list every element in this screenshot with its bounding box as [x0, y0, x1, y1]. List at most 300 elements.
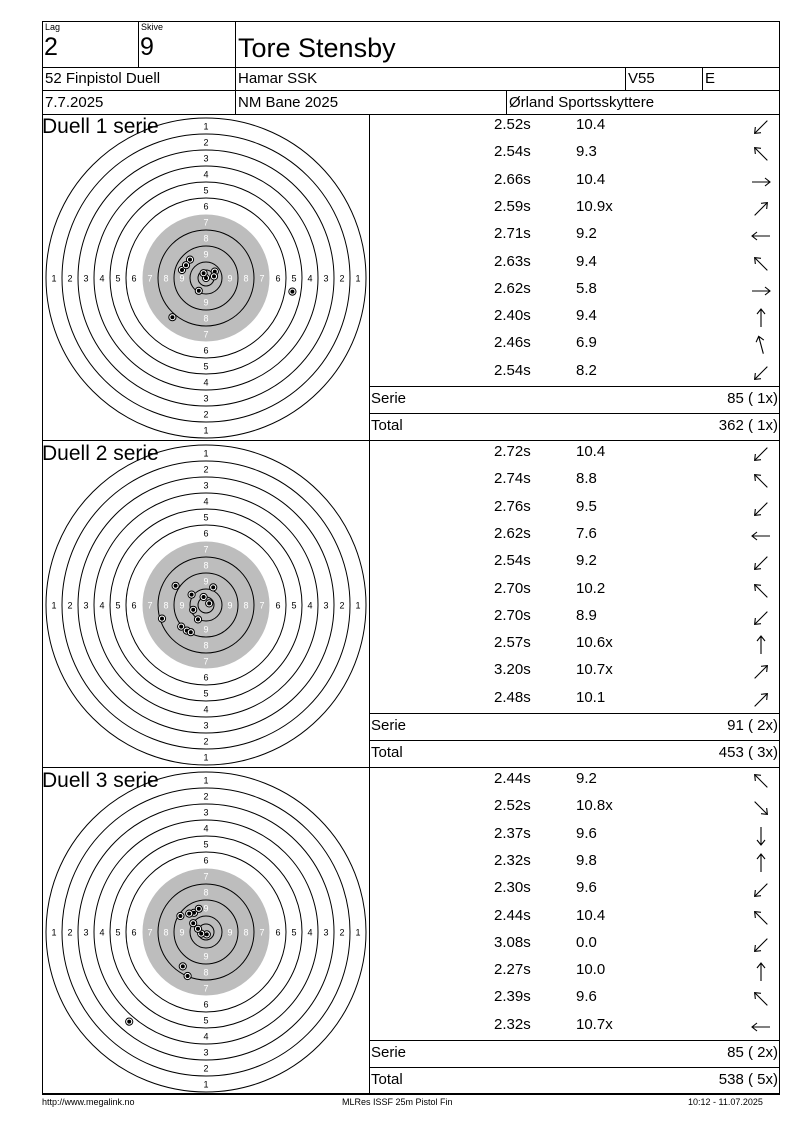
- shot-score: 9.6: [576, 824, 597, 842]
- ring-number-label: 9: [203, 951, 209, 962]
- footer-url[interactable]: http://www.megalink.no: [42, 1097, 135, 1107]
- club-name: Hamar SSK: [238, 70, 318, 87]
- ring-number-label: 4: [99, 273, 105, 284]
- ring-number-label: 9: [227, 927, 233, 938]
- ring-number-label: 7: [259, 273, 265, 284]
- shot-impact: [194, 616, 201, 623]
- shot-time: 2.44s: [494, 906, 531, 924]
- shot-impact: [190, 920, 197, 927]
- shot-row: [370, 280, 778, 302]
- shot-row: [370, 225, 778, 247]
- direction-arrow-icon: [750, 580, 772, 602]
- series-separator: [42, 767, 780, 768]
- frame-left: [42, 21, 43, 1094]
- series-title: Duell 3 serie: [42, 769, 159, 792]
- shot-time: 2.70s: [494, 606, 531, 624]
- ring-number-label: 6: [203, 201, 209, 212]
- direction-arrow-icon: [750, 879, 772, 901]
- ring-number-label: 7: [203, 329, 209, 340]
- shot-row: [370, 661, 778, 683]
- shot-impact: [195, 287, 202, 294]
- ring-number-label: 6: [203, 345, 209, 356]
- shot-row: [370, 143, 778, 165]
- ring-number-label: 4: [203, 377, 209, 388]
- direction-arrow-icon: [750, 934, 772, 956]
- shot-score: 9.4: [576, 307, 597, 325]
- ring-number-label: 3: [323, 273, 329, 284]
- ring-number-label: 1: [355, 927, 361, 938]
- header-vdiv-2: [235, 21, 236, 114]
- shot-impact: [179, 963, 186, 970]
- frame-right: [779, 21, 780, 1094]
- shot-score: 10.7x: [576, 661, 613, 679]
- ring-number-label: 2: [203, 736, 209, 747]
- ring-number-label: 9: [227, 600, 233, 611]
- ring-number-label: 3: [203, 480, 209, 491]
- ring-number-label: 8: [203, 313, 209, 324]
- ring-number-label: 4: [203, 169, 209, 180]
- ring-number-label: 9: [179, 273, 185, 284]
- venue-name: NM Bane 2025: [238, 94, 339, 111]
- shot-row: [370, 334, 778, 356]
- ring-number-label: 7: [147, 600, 153, 611]
- shot-row: [370, 498, 778, 520]
- direction-arrow-icon: [750, 307, 772, 329]
- shot-time: 2.72s: [494, 443, 531, 460]
- direction-arrow-icon: [750, 988, 772, 1010]
- ring-number-label: 6: [131, 600, 137, 611]
- ring-number-label: 4: [203, 823, 209, 834]
- total-value: 538 ( 5x): [718, 1071, 778, 1088]
- shot-time: 2.76s: [494, 497, 531, 515]
- shot-impact: [186, 910, 193, 917]
- organizer-name: Ørland Sportsskyttere: [509, 94, 655, 111]
- header-vdiv-4: [702, 67, 703, 90]
- summary-divider: [369, 740, 780, 741]
- ring-number-label: 4: [307, 927, 313, 938]
- shot-time: 2.32s: [494, 851, 531, 869]
- shot-row: [370, 580, 778, 602]
- ring-number-label: 5: [291, 600, 297, 611]
- serie-label: Serie: [371, 390, 407, 407]
- ring-number-label: 2: [203, 1063, 209, 1074]
- direction-arrow-icon: [750, 470, 772, 492]
- ring-number-label: 1: [355, 600, 361, 611]
- direction-arrow-icon: [750, 961, 772, 983]
- class-name: V55: [628, 70, 655, 87]
- header-vdiv-5: [506, 90, 507, 114]
- ring-number-label: 5: [291, 273, 297, 284]
- shot-time: 2.39s: [494, 988, 531, 1006]
- ring-number-label: 7: [203, 656, 209, 667]
- ring-number-label: 8: [203, 233, 209, 244]
- shot-time: 2.70s: [494, 579, 531, 597]
- direction-arrow-icon: [750, 116, 772, 138]
- lag-value: 2: [44, 33, 58, 61]
- ring-number-label: 1: [51, 927, 57, 938]
- shot-time: 2.62s: [494, 524, 531, 542]
- summary-divider: [369, 1067, 780, 1068]
- shot-score: 8.8: [576, 470, 597, 488]
- event-name: 52 Finpistol Duell: [45, 70, 161, 87]
- shot-impact: [126, 1018, 133, 1025]
- shot-impact: [289, 288, 296, 295]
- direction-arrow-icon: [750, 770, 772, 792]
- shot-score: 9.2: [576, 225, 597, 243]
- shot-score: 8.9: [576, 606, 597, 624]
- total-value: 362 ( 1x): [718, 417, 778, 434]
- ring-number-label: 6: [203, 999, 209, 1010]
- ring-number-label: 8: [163, 600, 169, 611]
- ring-number-label: 8: [163, 927, 169, 938]
- skive-label: Skive: [141, 22, 164, 32]
- ring-number-label: 7: [147, 927, 153, 938]
- ring-number-label: 7: [203, 217, 209, 228]
- shot-impact: [187, 629, 194, 636]
- shot-score: 9.6: [576, 879, 597, 897]
- target-face: [44, 443, 368, 767]
- shot-impact: [200, 593, 207, 600]
- target-face: [44, 116, 368, 440]
- shot-time: 2.46s: [494, 334, 531, 352]
- direction-arrow-icon: [750, 362, 772, 384]
- shot-row: [370, 988, 778, 1010]
- header-vdiv-3: [625, 67, 626, 90]
- shot-row: [370, 552, 778, 574]
- shot-row: [370, 852, 778, 874]
- shot-impact: [210, 584, 217, 591]
- shot-score: 8.2: [576, 361, 597, 379]
- shot-impact: [190, 606, 197, 613]
- direction-arrow-icon: [750, 525, 772, 547]
- shot-time: 3.20s: [494, 661, 531, 679]
- ring-number-label: 3: [83, 927, 89, 938]
- ring-number-label: 9: [203, 903, 209, 914]
- ring-number-label: 4: [307, 600, 313, 611]
- ring-number-label: 1: [355, 273, 361, 284]
- direction-arrow-icon: [750, 198, 772, 220]
- shot-time: 2.44s: [494, 770, 531, 787]
- ring-number-label: 9: [203, 624, 209, 635]
- ring-number-label: 6: [203, 855, 209, 866]
- shot-time: 2.74s: [494, 470, 531, 488]
- shot-time: 2.71s: [494, 225, 531, 243]
- ring-number-label: 3: [203, 720, 209, 731]
- ring-number-label: 6: [131, 927, 137, 938]
- direction-arrow-icon: [750, 552, 772, 574]
- summary-divider: [369, 386, 780, 387]
- shot-score: 6.9: [576, 334, 597, 352]
- ring-number-label: 2: [203, 464, 209, 475]
- ring-number-label: 2: [67, 927, 73, 938]
- ring-number-label: 2: [339, 927, 345, 938]
- shooter-name: Tore Stensby: [238, 33, 396, 63]
- shot-time: 2.30s: [494, 879, 531, 897]
- shot-time: 2.54s: [494, 552, 531, 570]
- ring-number-label: 5: [203, 185, 209, 196]
- shot-row: [370, 198, 778, 220]
- shot-row: [370, 907, 778, 929]
- direction-arrow-icon: [750, 443, 772, 465]
- direction-arrow-icon: [750, 797, 772, 819]
- direction-arrow-icon: [750, 907, 772, 929]
- ring-number-label: 1: [203, 752, 209, 763]
- series-title: Duell 1 serie: [42, 115, 159, 138]
- ring-number-label: 7: [259, 927, 265, 938]
- ring-number-label: 6: [131, 273, 137, 284]
- shot-row: [370, 770, 778, 792]
- shot-time: 2.32s: [494, 1015, 531, 1033]
- total-label: Total: [371, 417, 403, 434]
- summary-divider: [369, 413, 780, 414]
- ring-number-label: 2: [203, 791, 209, 802]
- shot-time: 2.66s: [494, 170, 531, 188]
- ring-number-label: 3: [203, 393, 209, 404]
- direction-arrow-icon: [750, 253, 772, 275]
- direction-arrow-icon: [750, 498, 772, 520]
- shot-time: 2.62s: [494, 279, 531, 297]
- ring-number-label: 9: [203, 576, 209, 587]
- ring-number-label: 8: [203, 560, 209, 571]
- ring-number-label: 8: [163, 273, 169, 284]
- ring-number-label: 1: [203, 121, 209, 132]
- ring-number-label: 5: [291, 927, 297, 938]
- lag-label: Lag: [45, 22, 61, 32]
- ring-number-label: 1: [203, 448, 209, 459]
- ring-number-label: 6: [275, 600, 281, 611]
- shot-row: [370, 470, 778, 492]
- shot-row: [370, 525, 778, 547]
- ring-number-label: 4: [307, 273, 313, 284]
- direction-arrow-icon: [750, 225, 772, 247]
- event-date: 7.7.2025: [45, 94, 104, 111]
- shot-time: 2.63s: [494, 252, 531, 270]
- shot-score: 9.4: [576, 252, 597, 270]
- shot-score: 9.6: [576, 988, 597, 1006]
- shot-impact: [172, 582, 179, 589]
- ring-number-label: 3: [83, 273, 89, 284]
- ring-number-label: 5: [203, 688, 209, 699]
- ring-number-label: 4: [203, 1031, 209, 1042]
- shot-time: 2.27s: [494, 961, 531, 979]
- ring-number-label: 8: [203, 967, 209, 978]
- shot-row: [370, 116, 778, 138]
- shot-impact: [195, 905, 202, 912]
- direction-arrow-icon: [750, 689, 772, 711]
- shot-score: 9.8: [576, 851, 597, 869]
- direction-arrow-icon: [750, 607, 772, 629]
- header-vdiv-1: [138, 21, 139, 67]
- ring-number-label: 5: [115, 927, 121, 938]
- direction-arrow-icon: [750, 1016, 772, 1038]
- ring-number-label: 7: [203, 983, 209, 994]
- shot-time: 2.54s: [494, 143, 531, 161]
- shot-row: [370, 961, 778, 983]
- shot-time: 2.52s: [494, 116, 531, 133]
- shot-row: [370, 607, 778, 629]
- serie-label: Serie: [371, 717, 407, 734]
- shot-time: 2.48s: [494, 688, 531, 706]
- ring-number-label: 7: [203, 871, 209, 882]
- ring-number-label: 4: [99, 600, 105, 611]
- ring-number-label: 1: [203, 1079, 209, 1090]
- ring-number-label: 2: [67, 600, 73, 611]
- shot-score: 10.9x: [576, 197, 613, 215]
- shot-row: [370, 934, 778, 956]
- ring-number-label: 5: [203, 1015, 209, 1026]
- shot-time: 2.37s: [494, 824, 531, 842]
- header-divider-1: [42, 67, 780, 68]
- summary-divider: [369, 713, 780, 714]
- ring-number-label: 3: [203, 807, 209, 818]
- shot-time: 2.59s: [494, 197, 531, 215]
- direction-arrow-icon: [750, 661, 772, 683]
- shot-score: 10.7x: [576, 1015, 613, 1033]
- skive-value: 9: [140, 33, 154, 61]
- shot-score: 0.0: [576, 933, 597, 951]
- shot-row: [370, 253, 778, 275]
- ring-number-label: 6: [203, 528, 209, 539]
- shot-row: [370, 797, 778, 819]
- shot-row: [370, 171, 778, 193]
- shot-score: 9.2: [576, 552, 597, 570]
- serie-label: Serie: [371, 1044, 407, 1061]
- shot-score: 10.2: [576, 579, 606, 597]
- serie-value: 91 ( 2x): [727, 717, 778, 734]
- ring-number-label: 9: [203, 297, 209, 308]
- ring-number-label: 3: [83, 600, 89, 611]
- ring-number-label: 6: [275, 927, 281, 938]
- shot-score: 9.3: [576, 143, 597, 161]
- shot-score: 5.8: [576, 279, 597, 297]
- shot-score: 9.2: [576, 770, 597, 787]
- ring-number-label: 5: [115, 273, 121, 284]
- shot-score: 10.0: [576, 961, 606, 979]
- shot-score: 10.4: [576, 906, 606, 924]
- ring-number-label: 5: [203, 361, 209, 372]
- direction-arrow-icon: [750, 334, 772, 356]
- shot-impact: [206, 600, 213, 607]
- series-separator: [42, 440, 780, 441]
- ring-number-label: 1: [203, 775, 209, 786]
- direction-arrow-icon: [750, 852, 772, 874]
- shot-score: 9.5: [576, 497, 597, 515]
- ring-number-label: 1: [203, 425, 209, 436]
- shot-score: 10.4: [576, 116, 606, 133]
- ring-number-label: 9: [179, 927, 185, 938]
- shot-row: [370, 825, 778, 847]
- shot-row: [370, 443, 778, 465]
- ring-number-label: 1: [51, 273, 57, 284]
- shot-impact: [158, 615, 165, 622]
- direction-arrow-icon: [750, 171, 772, 193]
- shot-impact: [210, 273, 217, 280]
- ring-number-label: 4: [99, 927, 105, 938]
- ring-number-label: 2: [203, 409, 209, 420]
- ring-number-label: 7: [147, 273, 153, 284]
- shot-impact: [188, 591, 195, 598]
- ring-number-label: 2: [203, 137, 209, 148]
- summary-divider: [369, 1040, 780, 1041]
- shot-score: 7.6: [576, 524, 597, 542]
- shot-impact: [200, 270, 207, 277]
- shot-score: 10.1: [576, 688, 606, 706]
- ring-number-label: 8: [243, 600, 249, 611]
- ring-number-label: 9: [227, 273, 233, 284]
- shot-impact: [184, 972, 191, 979]
- shot-time: 2.54s: [494, 361, 531, 379]
- ring-number-label: 8: [203, 640, 209, 651]
- shot-row: [370, 634, 778, 656]
- shot-impact: [177, 912, 184, 919]
- ring-number-label: 5: [203, 512, 209, 523]
- ring-number-label: 4: [203, 704, 209, 715]
- ring-number-label: 7: [203, 544, 209, 555]
- total-label: Total: [371, 744, 403, 761]
- ring-number-label: 5: [115, 600, 121, 611]
- ring-number-label: 2: [67, 273, 73, 284]
- header-divider-2: [42, 90, 780, 91]
- shot-time: 3.08s: [494, 933, 531, 951]
- ring-number-label: 3: [323, 600, 329, 611]
- ring-number-label: 6: [275, 273, 281, 284]
- shot-row: [370, 689, 778, 711]
- total-value: 453 ( 3x): [718, 744, 778, 761]
- target-face: [44, 770, 368, 1094]
- footer-timestamp: 10:12 - 11.07.2025: [688, 1097, 763, 1107]
- ring-number-label: 3: [203, 1047, 209, 1058]
- shot-time: 2.52s: [494, 797, 531, 815]
- serie-value: 85 ( 2x): [727, 1044, 778, 1061]
- ring-number-label: 3: [323, 927, 329, 938]
- flag-value: E: [705, 70, 716, 87]
- shot-row: [370, 307, 778, 329]
- serie-value: 85 ( 1x): [727, 390, 778, 407]
- direction-arrow-icon: [750, 143, 772, 165]
- ring-number-label: 9: [179, 600, 185, 611]
- direction-arrow-icon: [750, 825, 772, 847]
- ring-number-label: 4: [203, 496, 209, 507]
- ring-number-label: 7: [259, 600, 265, 611]
- shot-score: 10.4: [576, 443, 606, 460]
- ring-number-label: 6: [203, 672, 209, 683]
- direction-arrow-icon: [750, 280, 772, 302]
- shot-time: 2.57s: [494, 634, 531, 652]
- ring-number-label: 9: [203, 249, 209, 260]
- ring-number-label: 1: [51, 600, 57, 611]
- ring-number-label: 8: [243, 273, 249, 284]
- shot-score: 10.6x: [576, 634, 613, 652]
- shot-impact: [182, 262, 189, 269]
- series-separator: [42, 1094, 780, 1095]
- direction-arrow-icon: [750, 634, 772, 656]
- ring-number-label: 8: [203, 887, 209, 898]
- shot-row: [370, 879, 778, 901]
- ring-number-label: 8: [243, 927, 249, 938]
- shot-score: 10.8x: [576, 797, 613, 815]
- ring-number-label: 5: [203, 839, 209, 850]
- footer-software: MLRes ISSF 25m Pistol Fin: [342, 1097, 453, 1107]
- ring-number-label: 2: [339, 273, 345, 284]
- shot-time: 2.40s: [494, 307, 531, 325]
- shot-impact: [169, 314, 176, 321]
- ring-number-label: 2: [339, 600, 345, 611]
- shot-row: [370, 362, 778, 384]
- ring-number-label: 3: [203, 153, 209, 164]
- shot-score: 10.4: [576, 170, 606, 188]
- series-title: Duell 2 serie: [42, 442, 159, 465]
- total-label: Total: [371, 1071, 403, 1088]
